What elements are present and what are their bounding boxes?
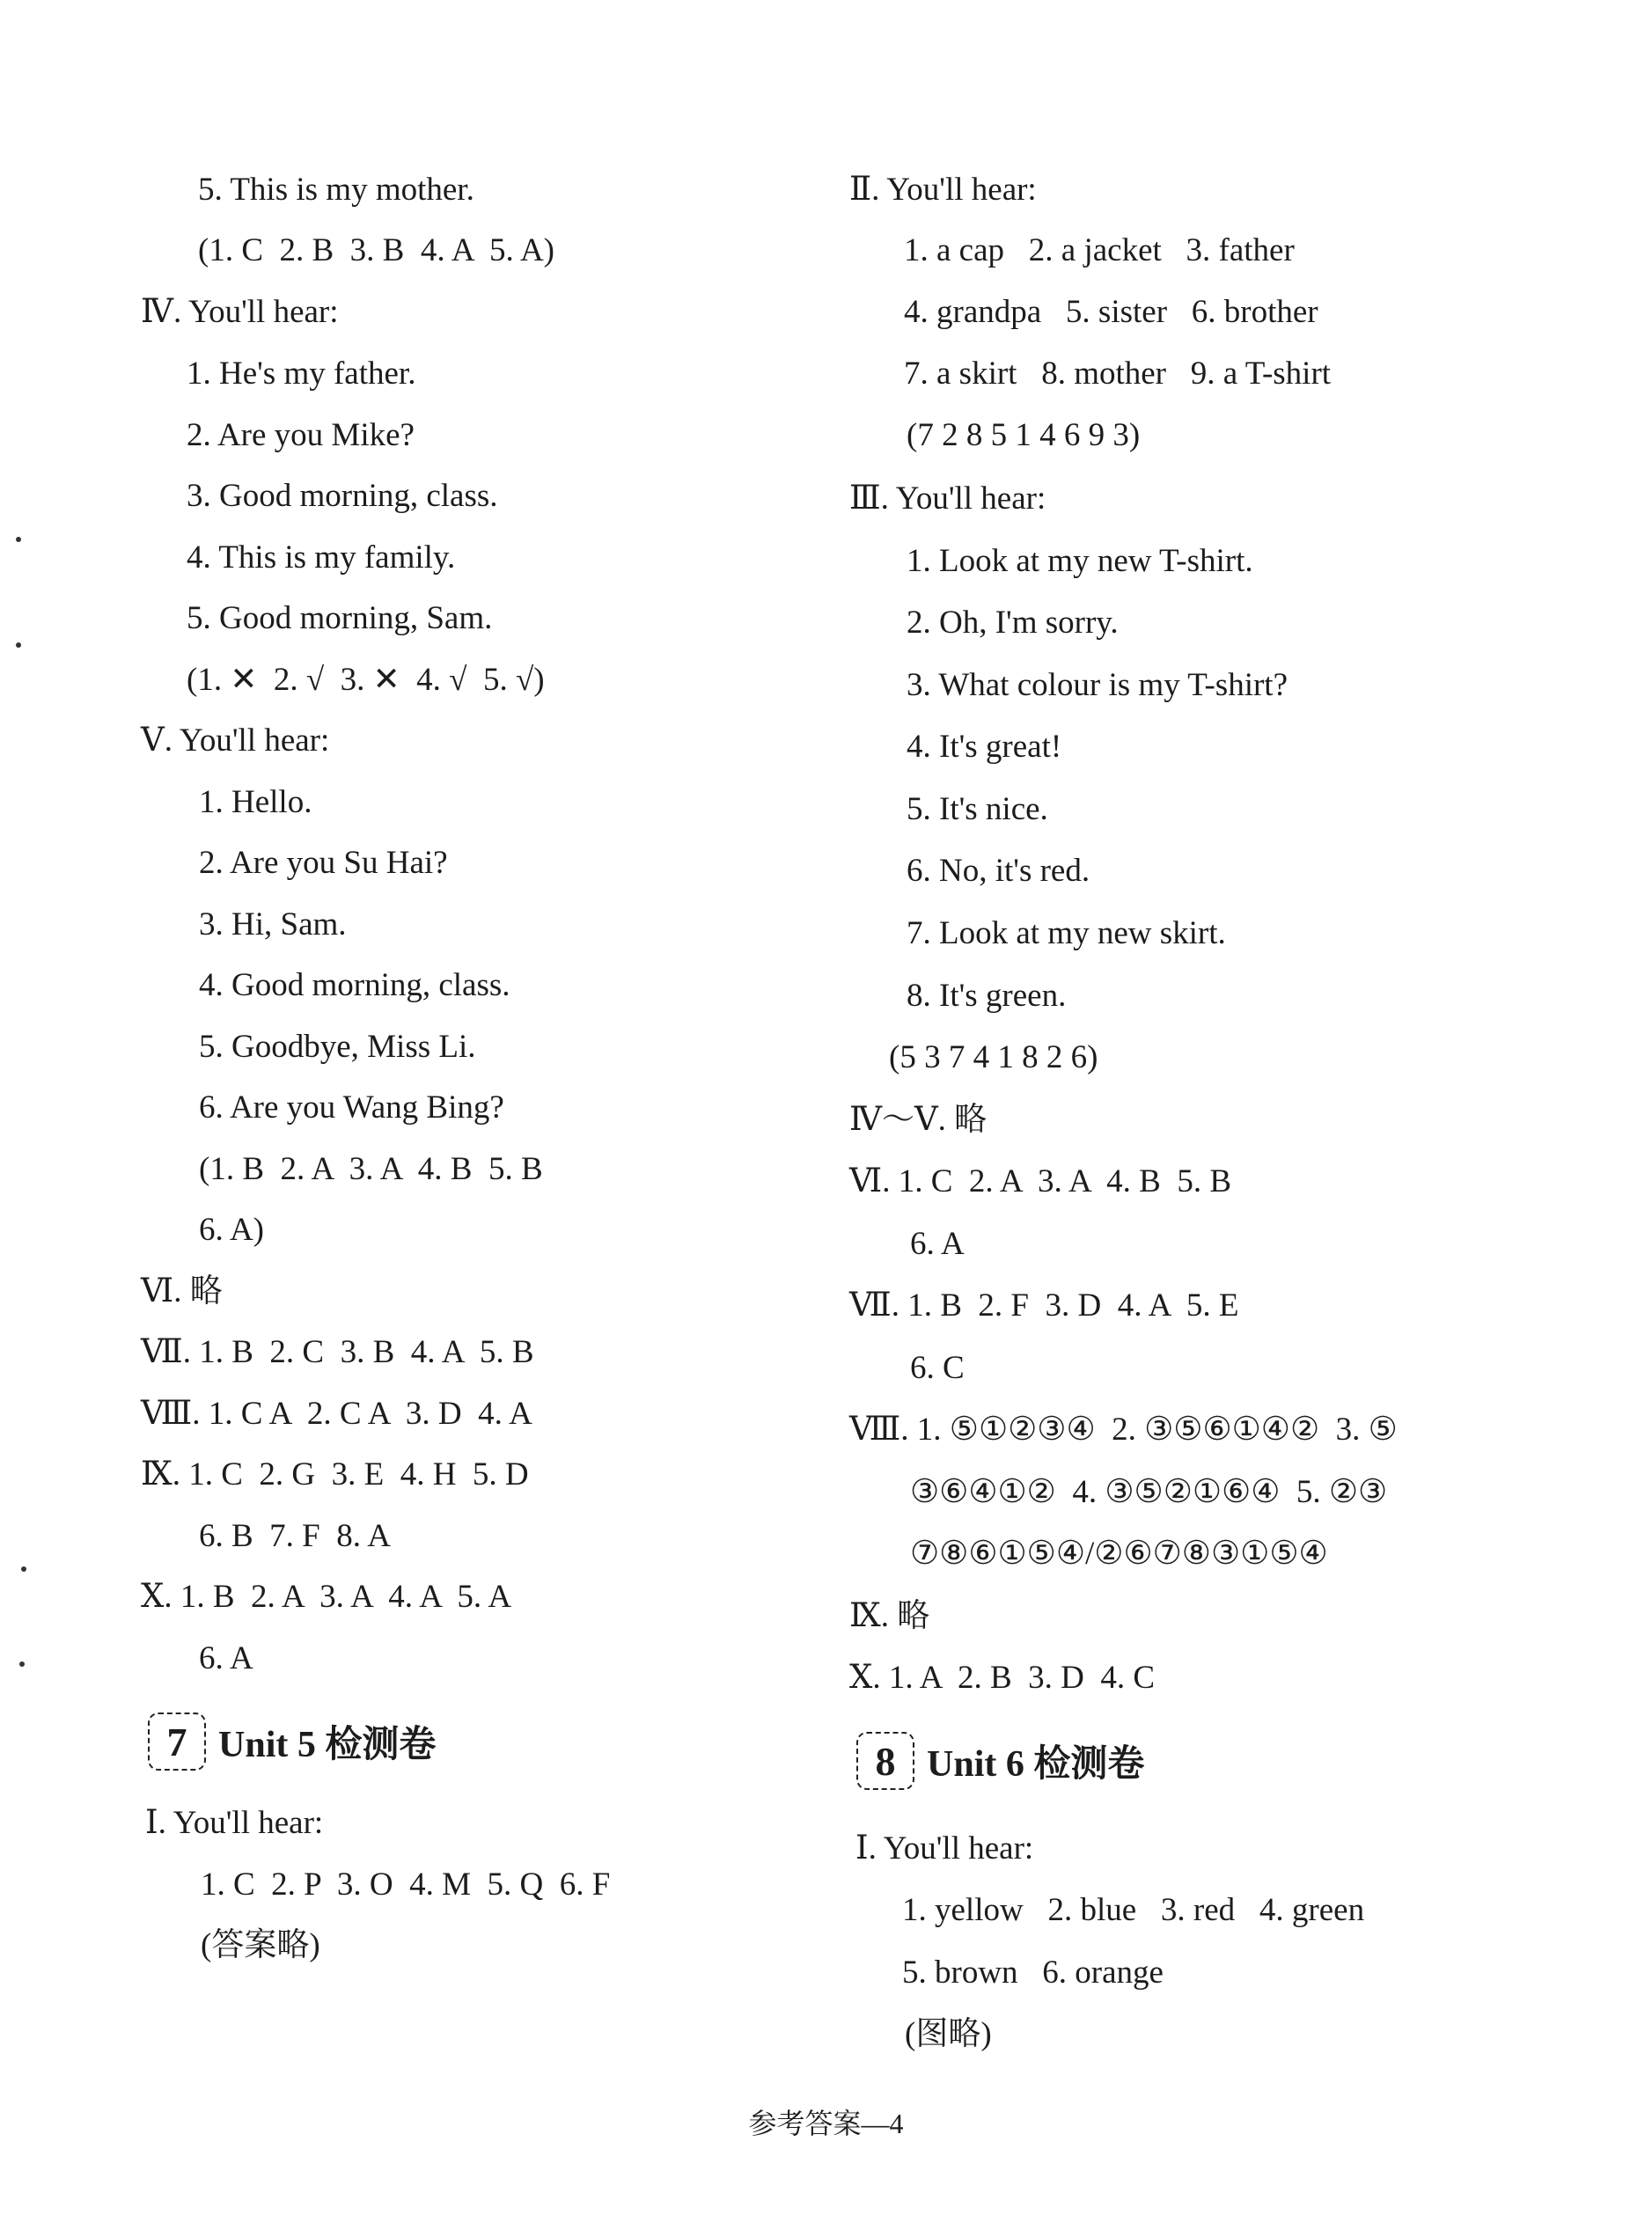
answer-line: (7 2 8 5 1 4 6 9 3)	[907, 417, 1141, 453]
section-number-badge: 7	[148, 1713, 206, 1771]
text-line: 5. Goodbye, Miss Li.	[199, 1029, 476, 1065]
scan-speck	[16, 537, 21, 542]
text-line: 4. Good morning, class.	[199, 967, 510, 1003]
unit-5-section-header	[148, 1713, 436, 1771]
text-line: 1. Hello.	[199, 784, 312, 820]
text-line: 5. This is my mother.	[198, 172, 474, 208]
answer-line: Ⅵ. 1. C 2. A 3. A 4. B 5. B	[849, 1163, 1232, 1199]
section-heading: Ⅵ. 略	[141, 1273, 223, 1309]
text-line: 5. brown 6. orange	[902, 1955, 1164, 1991]
text-line: 1. Look at my new T-shirt.	[907, 543, 1253, 579]
section-heading: Ⅸ. 略	[849, 1598, 930, 1634]
text-line: 1. a cap 2. a jacket 3. father	[904, 232, 1295, 268]
text-line: 3. What colour is my T-shirt?	[907, 667, 1288, 703]
text-line: 6. No, it's red.	[907, 853, 1090, 889]
answer-line: (5 3 7 4 1 8 2 6)	[889, 1039, 1098, 1075]
text-line: 8. It's green.	[907, 978, 1067, 1014]
text-line: 2. Oh, I'm sorry.	[907, 605, 1119, 641]
section-number-badge: 8	[856, 1732, 914, 1790]
answer-line: Ⅷ. 1. C A 2. C A 3. D 4. A	[141, 1396, 532, 1432]
section-heading: Ⅳ. You'll hear:	[141, 294, 339, 330]
answer-line: 6. C	[910, 1350, 965, 1386]
text-line: 7. a skirt 8. mother 9. a T-shirt	[904, 356, 1332, 392]
answer-line: (1. B 2. A 3. A 4. B 5. B	[199, 1151, 543, 1187]
text-line: 1. He's my father.	[187, 356, 416, 392]
answer-line: 6. B 7. F 8. A	[199, 1518, 391, 1554]
text-line: 1. yellow 2. blue 3. red 4. green	[902, 1892, 1365, 1928]
section-heading: Ⅳ～Ⅴ. 略	[849, 1102, 988, 1138]
answer-line: (1. C 2. B 3. B 4. A 5. A)	[198, 232, 554, 268]
text-line: 6. Are you Wang Bing?	[199, 1089, 504, 1126]
text-line: 4. It's great!	[907, 729, 1062, 765]
text-line: 3. Hi, Sam.	[199, 906, 347, 942]
answer-line: 6. A	[199, 1640, 253, 1676]
answer-line: Ⅹ. 1. B 2. A 3. A 4. A 5. A	[141, 1579, 512, 1615]
answer-line: Ⅸ. 1. C 2. G 3. E 4. H 5. D	[141, 1456, 529, 1493]
answer-line: ③⑥④①② 4. ③⑤②①⑥④ 5. ②③	[910, 1474, 1388, 1510]
answer-line: Ⅶ. 1. B 2. C 3. B 4. A 5. B	[141, 1334, 534, 1370]
answer-line: ⑦⑧⑥①⑤④/②⑥⑦⑧③①⑤④	[910, 1536, 1328, 1572]
unit-6-section-header	[856, 1732, 1144, 1790]
text-line: 7. Look at my new skirt.	[907, 915, 1226, 951]
answer-line: 6. A)	[199, 1212, 264, 1248]
section-heading: Ⅲ. You'll hear:	[849, 480, 1046, 517]
answer-line: 1. C 2. P 3. O 4. M 5. Q 6. F	[201, 1867, 611, 1903]
answer-line: 6. A	[910, 1226, 965, 1262]
section-heading: Ⅱ. You'll hear:	[849, 172, 1037, 208]
scan-speck	[16, 642, 21, 648]
text-line: 4. grandpa 5. sister 6. brother	[904, 294, 1318, 330]
answer-line: Ⅹ. 1. A 2. B 3. D 4. C	[849, 1660, 1156, 1696]
scan-speck	[19, 1661, 25, 1667]
answer-line: (图略)	[905, 2016, 992, 2052]
text-line: 2. Are you Mike?	[187, 417, 415, 453]
answer-line: (答案略)	[201, 1927, 320, 1963]
text-line: 2. Are you Su Hai?	[199, 845, 448, 881]
text-line: 4. This is my family.	[187, 539, 456, 576]
page-footer: 参考答案—4	[748, 2108, 904, 2139]
text-line: 5. It's nice.	[907, 791, 1048, 827]
text-line: 5. Good morning, Sam.	[187, 600, 493, 636]
answer-line: (1. ✕ 2. √ 3. ✕ 4. √ 5. √)	[187, 662, 545, 698]
answer-line: Ⅷ. 1. ⑤①②③④ 2. ③⑤⑥①④② 3. ⑤	[849, 1412, 1398, 1448]
section-heading: Ⅴ. You'll hear:	[141, 722, 330, 759]
section-title: Unit 5 检测卷	[218, 1725, 437, 1765]
scan-speck	[21, 1566, 26, 1572]
section-heading: Ⅰ. You'll hear:	[855, 1830, 1034, 1867]
text-line: 3. Good morning, class.	[187, 478, 498, 514]
section-title: Unit 6 检测卷	[927, 1744, 1145, 1785]
answer-line: Ⅶ. 1. B 2. F 3. D 4. A 5. E	[849, 1287, 1239, 1324]
section-heading: Ⅰ. You'll hear:	[145, 1805, 324, 1841]
